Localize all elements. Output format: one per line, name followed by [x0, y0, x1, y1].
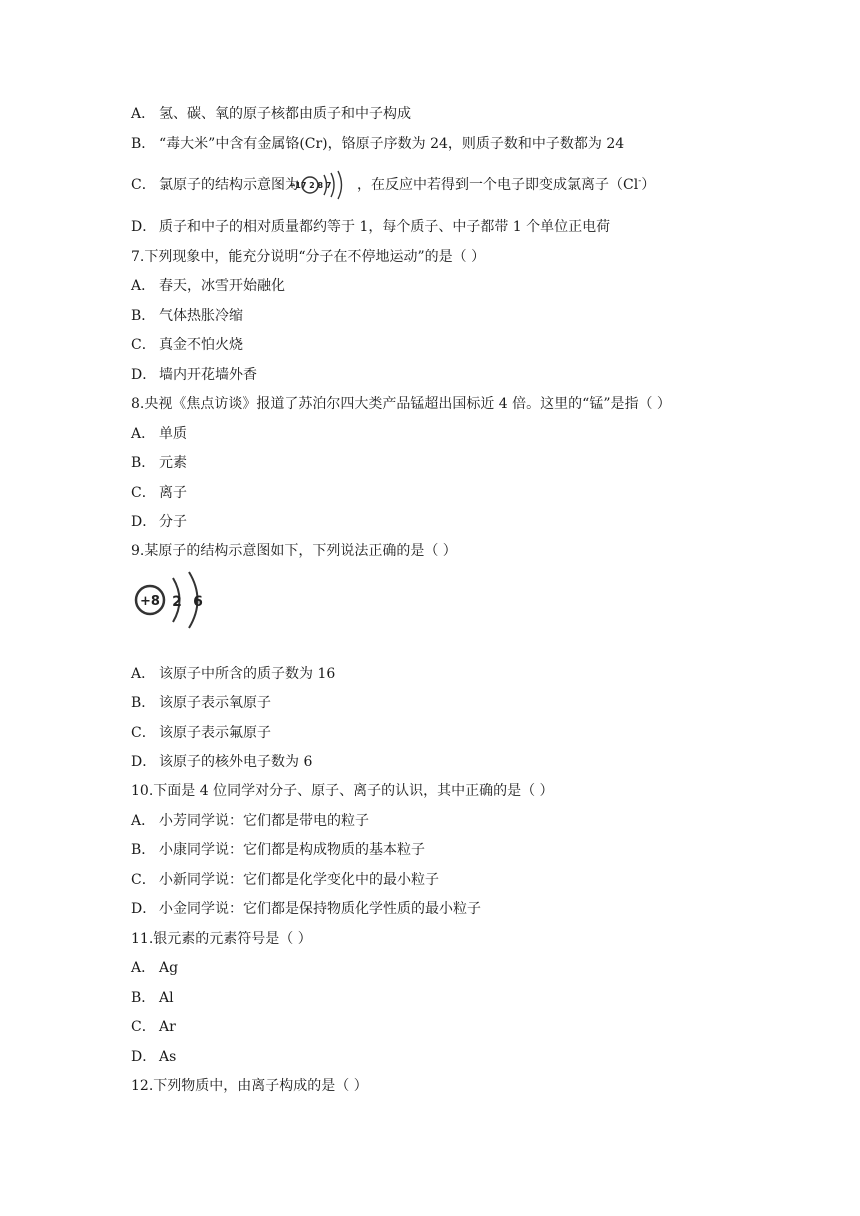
q11-option-d: D． As [131, 1049, 177, 1065]
q6-option-a: A． 氢、碳、氧的原子核都由质子和中子构成 [131, 106, 411, 122]
q8-option-a: A． 单质 [131, 426, 187, 442]
q6-option-d: D． 质子和中子的相对质量都约等于 1，每个质子、中子都带 1 个单位正电荷 [131, 219, 611, 235]
q6-option-c: C． 氯原子的结构示意图为 +17 2 8 7 ，在反应中若得到一个电子即变成氯离子（Cl-） [131, 170, 655, 200]
q11-option-a: A． Ag [131, 960, 179, 976]
q10-option-c: C． 小新同学说：它们都是化学变化中的最小粒子 [131, 872, 439, 888]
q11-stem: 11.银元素的元素符号是（ ） [131, 931, 312, 947]
q10-option-b: B． 小康同学说：它们都是构成物质的基本粒子 [131, 842, 425, 858]
q8-option-b: B． 元素 [131, 455, 187, 471]
q7-option-b: B． 气体热胀冷缩 [131, 308, 243, 324]
chlorine-figure-label: +17 2 8 7 [288, 181, 332, 190]
shell2-electrons-label: 6 [193, 594, 203, 610]
q11-option-b: B． Al [131, 990, 174, 1006]
oxygen-atom-diagram [131, 568, 217, 628]
q9-option-d: D． 该原子的核外电子数为 6 [131, 754, 313, 770]
chlorine-atom-diagram [288, 170, 356, 200]
q8-stem: 8.央视《焦点访谈》报道了苏泊尔四大类产品锰超出国标近 4 倍。这里的“锰”是指（ ） [131, 396, 671, 412]
q10-option-a: A． 小芳同学说：它们都是带电的粒子 [131, 813, 369, 829]
q9-option-a: A． 该原子中所含的质子数为 16 [131, 666, 336, 682]
q8-option-d: D． 分子 [131, 514, 187, 530]
nucleus-charge-label: +8 [140, 594, 160, 609]
q7-option-d: D． 墙内开花墙外香 [131, 367, 257, 383]
q9-option-c: C． 该原子表示氟原子 [131, 725, 271, 741]
q8-option-c: C． 离子 [131, 485, 187, 501]
q10-option-d: D． 小金同学说：它们都是保持物质化学性质的最小粒子 [131, 901, 481, 917]
shell1-electrons-label: 2 [172, 594, 182, 610]
q9-option-b: B． 该原子表示氧原子 [131, 695, 271, 711]
q12-stem: 12.下列物质中，由离子构成的是（ ） [131, 1078, 368, 1094]
q6-option-b: B． “毒大米”中含有金属铬(Cr)，铬原子序数为 24，则质子数和中子数都为 24 [131, 136, 625, 152]
q10-stem: 10.下面是 4 位同学对分子、原子、离子的认识，其中正确的是（ ） [131, 783, 554, 799]
q11-option-c: C． Ar [131, 1019, 176, 1035]
q9-stem: 9.某原子的结构示意图如下，下列说法正确的是（ ） [131, 543, 457, 559]
q7-stem: 7.下列现象中，能充分说明“分子在不停地运动”的是（ ） [131, 249, 486, 265]
q7-option-c: C． 真金不怕火烧 [131, 337, 243, 353]
q7-option-a: A． 春天，冰雪开始融化 [131, 278, 285, 294]
